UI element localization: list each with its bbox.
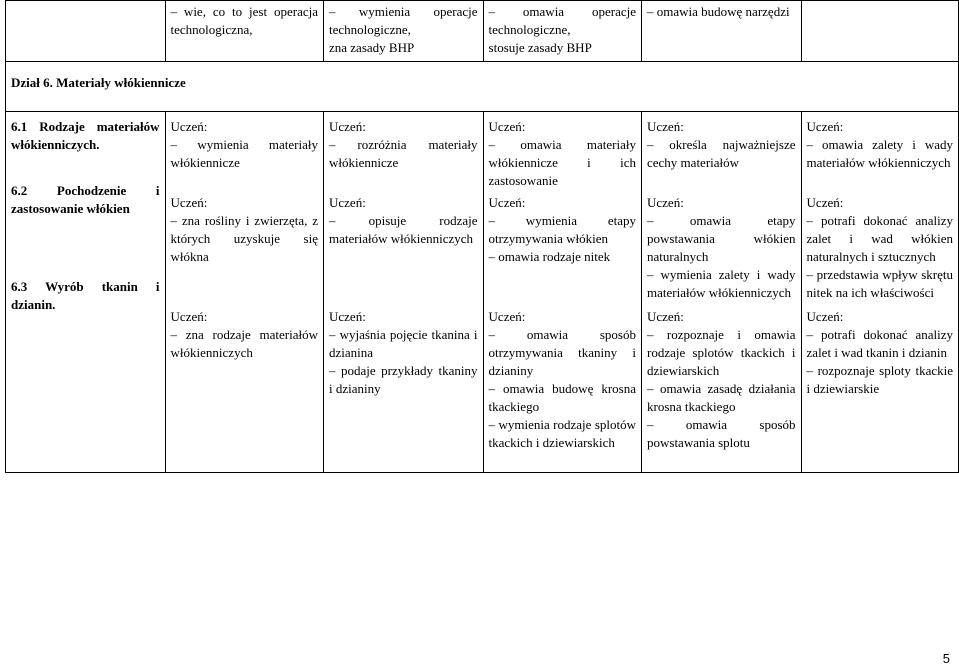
requirement-item: – opisuje rodzaje materiałów włókienniczych bbox=[329, 213, 478, 246]
level-col-4 bbox=[642, 112, 802, 473]
student-label: Uczeń: bbox=[170, 119, 208, 134]
student-label: Uczeń: bbox=[488, 195, 526, 210]
level-col-1 bbox=[165, 112, 323, 473]
requirement-block bbox=[329, 194, 478, 304]
requirement-block bbox=[329, 118, 478, 190]
level-col-3 bbox=[483, 112, 641, 473]
requirement-item: – wymienia rodzaje splotów tkackich i dziewiarskich bbox=[488, 417, 636, 450]
requirement-item: – rozpoznaje i omawia rodzaje splotów tkackich i dziewiarskich bbox=[647, 327, 796, 378]
requirement-block bbox=[171, 308, 318, 362]
top-cell-text: – omawia operacje technologiczne, bbox=[488, 4, 636, 37]
student-label: Uczeń: bbox=[806, 195, 844, 210]
requirement-item: – omawia sposób powstawania splotu bbox=[647, 417, 796, 450]
student-label: Uczeń: bbox=[329, 309, 366, 324]
requirement-item: – przedstawia wpływ skrętu nitek na ich właściwości bbox=[806, 267, 953, 300]
requirement-item: – omawia rodzaje nitek bbox=[488, 249, 611, 264]
requirement-item: – potrafi dokonać analizy zalet i wad tkanin i dzianin bbox=[806, 327, 953, 360]
top-cell-col5 bbox=[801, 1, 958, 62]
requirement-item: – wymienia zalety i wady materiałów włókienniczych bbox=[647, 267, 796, 300]
student-label: Uczeń: bbox=[170, 195, 208, 210]
requirement-block bbox=[329, 308, 478, 398]
topic-6-2: 6.2 Pochodzenie i zastosowanie włókien bbox=[11, 183, 160, 216]
student-label: Uczeń: bbox=[329, 119, 366, 134]
student-label: Uczeń: bbox=[329, 195, 366, 210]
top-cell-col2 bbox=[324, 1, 484, 62]
top-cell-text: – omawia budowę narzędzi bbox=[647, 4, 790, 19]
top-cell-text: – wie, co to jest operacja technologiczna, bbox=[170, 4, 318, 37]
top-cell-text: stosuje zasady BHP bbox=[488, 40, 592, 55]
student-label: Uczeń: bbox=[647, 195, 684, 210]
requirement-item: – omawia budowę krosna tkackiego bbox=[488, 381, 636, 414]
top-cell-text: – wymienia operacje technologiczne, bbox=[329, 4, 478, 37]
requirement-block bbox=[647, 308, 796, 452]
top-cell-col3 bbox=[483, 1, 641, 62]
student-label: Uczeń: bbox=[647, 309, 684, 324]
requirement-item: – potrafi dokonać analizy zalet i wad włókien naturalnych i sztucznych bbox=[806, 213, 953, 264]
page-number: 5 bbox=[942, 651, 950, 666]
requirement-item: – wymienia materiały włókiennicze bbox=[170, 137, 318, 170]
top-cell-col4 bbox=[642, 1, 802, 62]
requirement-block bbox=[647, 118, 796, 190]
requirement-item: – rozróżnia materiały włókiennicze bbox=[329, 137, 478, 170]
requirements-table bbox=[5, 0, 959, 473]
requirement-item: – określa najważniejsze cechy materiałów bbox=[647, 137, 796, 170]
requirement-block bbox=[489, 308, 636, 452]
level-col-5 bbox=[801, 112, 958, 473]
requirement-item: – podaje przykłady tkaniny i dzianiny bbox=[329, 363, 478, 396]
top-cell-topic bbox=[6, 1, 166, 62]
requirement-item: – wyjaśnia pojęcie tkanina i dzianina bbox=[329, 327, 478, 360]
top-cell-text: zna zasady BHP bbox=[329, 40, 415, 55]
section-header-row bbox=[6, 62, 959, 112]
requirement-item: – rozpoznaje sploty tkackie i dziewiarskie bbox=[806, 363, 953, 396]
section-title: Dział 6. Materiały włókiennicze bbox=[6, 62, 959, 112]
requirement-item: – omawia materiały włókiennicze i ich zastosowanie bbox=[488, 137, 636, 188]
requirement-item: – wymienia etapy otrzymywania włókien bbox=[488, 213, 636, 246]
requirement-item: – omawia etapy powstawania włókien naturalnych bbox=[647, 213, 796, 264]
requirement-block bbox=[489, 118, 636, 190]
student-label: Uczeń: bbox=[488, 119, 526, 134]
student-label: Uczeń: bbox=[806, 309, 844, 324]
top-cell-col1 bbox=[165, 1, 323, 62]
requirement-block bbox=[807, 308, 953, 398]
requirement-block bbox=[171, 194, 318, 304]
requirement-item: – omawia sposób otrzymywania tkaniny i dzianiny bbox=[488, 327, 636, 378]
requirement-block bbox=[807, 194, 953, 304]
requirement-item: – zna rośliny i zwierzęta, z których uzyskuje się włókna bbox=[170, 213, 318, 264]
requirement-item: – omawia zasadę działania krosna tkackiego bbox=[647, 381, 796, 414]
topic-6-1: 6.1 Rodzaje materiałów włókienniczych. bbox=[11, 119, 160, 152]
student-label: Uczeń: bbox=[806, 119, 844, 134]
requirement-item: – zna rodzaje materiałów włókienniczych bbox=[170, 327, 318, 360]
requirement-block bbox=[489, 194, 636, 304]
student-label: Uczeń: bbox=[647, 119, 684, 134]
student-label: Uczeń: bbox=[170, 309, 208, 324]
student-label: Uczeń: bbox=[488, 309, 526, 324]
previous-section-row bbox=[6, 1, 959, 62]
requirement-block bbox=[171, 118, 318, 190]
requirement-block bbox=[807, 118, 953, 190]
topic-6-3: 6.3 Wyrób tkanin i dzianin. bbox=[11, 279, 160, 312]
requirement-block bbox=[647, 194, 796, 304]
requirement-item: – omawia zalety i wady materiałów włókienniczych bbox=[806, 137, 953, 170]
topics-cell bbox=[6, 112, 166, 473]
level-col-2 bbox=[324, 112, 484, 473]
section-content-row bbox=[6, 112, 959, 473]
